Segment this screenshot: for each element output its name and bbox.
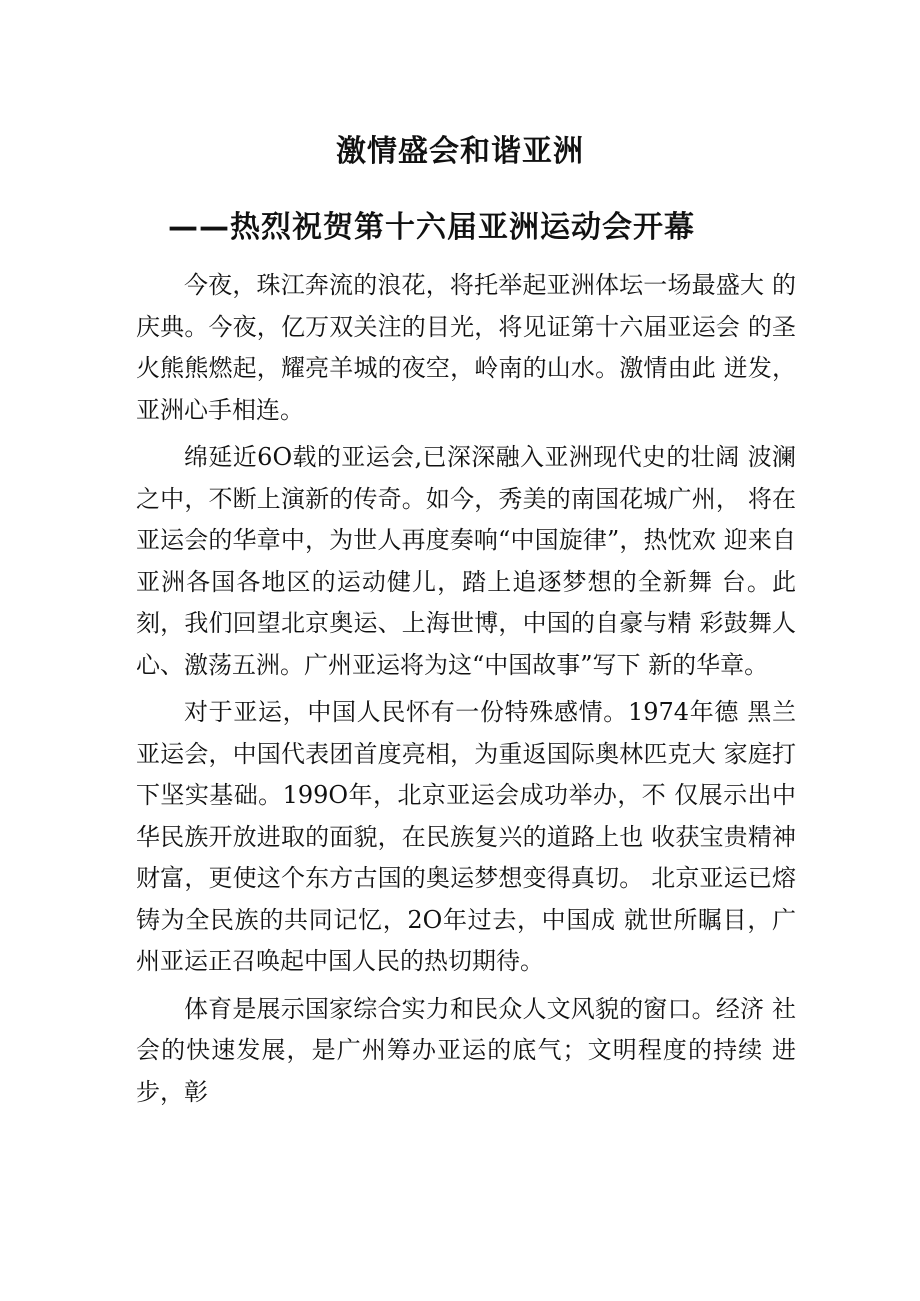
paragraph-2: 绵延近6O载的亚运会,已深深融入亚洲现代史的壮阔 波澜之中，不断上演新的传奇。如今，秀美的南国花城广州， 将在亚运会的华章中，为世人再度奏响“中国旋律”，热忱欢 迎来自亚洲各国各地区的运动健儿，踏上追逐梦想的全新舞 台。此刻，我们回望北京奥运、上海世博，中国的自豪与精 彩鼓舞人心、激荡五洲。广州亚运将为这“中国故事”写下 新的华章。 bbox=[136, 443, 796, 679]
paragraph-3: 对于亚运，中国人民怀有一份特殊感情。1974年德 黑兰亚运会，中国代表团首度亮相，为重返国际奥林匹克大 家庭打下坚实基础。199O年，北京亚运会成功举办，不 仅展示出中华民族开放进取的面貌，在民族复兴的道路上也 收获宝贵精神财富，更使这个东方古国的奥运梦想变得真切。 北京亚运已熔铸为全民族的共同记忆，2O年过去，中国成 就世所瞩目，广州亚运正召唤起中国人民的热切期待。 bbox=[136, 698, 796, 975]
paragraph-1: 今夜，珠江奔流的浪花，将托举起亚洲体坛一场最盛大 的庆典。今夜，亿万双关注的目光，将见证第十六届亚运会 的圣火熊熊燃起，耀亮羊城的夜空，岭南的山水。激情由此 迸发，亚洲心手相连。 bbox=[136, 271, 796, 424]
paragraph-4: 体育是展示国家综合实力和民众人文风貌的窗口。经济 社会的快速发展，是广州筹办亚运的底气；文明程度的持续 进步，彰 bbox=[136, 994, 796, 1106]
article-body bbox=[136, 265, 796, 1113]
page-subtitle: ——热烈祝贺第十六届亚洲运动会开幕 bbox=[168, 210, 695, 245]
page-title: 激情盛会和谐亚洲 bbox=[336, 134, 584, 169]
